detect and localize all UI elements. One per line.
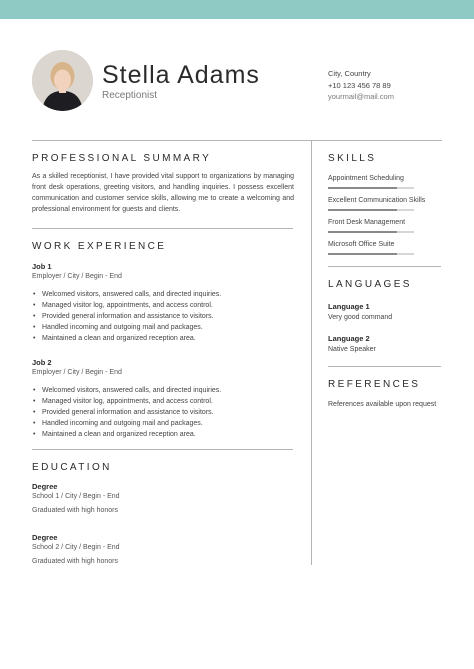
job-entry: [32, 262, 294, 344]
contact-location: City, Country: [328, 69, 371, 78]
skill-item: [328, 196, 442, 211]
job-meta: Employer / City / Begin - End: [32, 369, 122, 376]
skill-bar-fill: [328, 231, 397, 233]
bullet-item: • Managed visitor log, appointments, and access control.: [32, 396, 294, 407]
skill-bar-track: [328, 253, 414, 255]
bullet-item: • Managed visitor log, appointments, and access control.: [32, 300, 294, 311]
bullet-item: • Welcomed visitors, answered calls, and directed inquiries.: [32, 289, 294, 300]
bullet-item: • Welcomed visitors, answered calls, and directed inquiries.: [32, 385, 294, 396]
summary-divider: [32, 228, 293, 229]
bullet-item: • Handled incoming and outgoing mail and packages.: [32, 322, 294, 333]
header-divider: [32, 140, 442, 141]
skill-label: Microsoft Office Suite: [328, 241, 395, 248]
job-entry: [32, 358, 294, 440]
education-note: Graduated with high honors: [32, 507, 118, 514]
skill-label: Appointment Scheduling: [328, 175, 404, 182]
job-title: Job 2: [32, 358, 52, 367]
experience-divider: [32, 449, 293, 450]
skills-divider: [328, 266, 441, 267]
top-accent-band: [0, 0, 474, 19]
skill-bar-fill: [328, 253, 397, 255]
candidate-role: Receptionist: [102, 90, 158, 101]
contact-block: [328, 68, 394, 103]
job-meta: Employer / City / Begin - End: [32, 273, 122, 280]
job-bullets: [32, 289, 294, 344]
language-item: [328, 302, 392, 323]
bullet-item: • Provided general information and assistance to visitors.: [32, 311, 294, 322]
person-photo-icon: [32, 50, 93, 111]
contact-phone: +10 123 456 78 89: [328, 80, 391, 90]
job-title: Job 1: [32, 262, 52, 271]
skill-bar-fill: [328, 209, 397, 211]
experience-heading: WORK EXPERIENCE: [32, 241, 167, 252]
bullet-item: • Maintained a clean and organized reception area.: [32, 333, 294, 344]
language-level: Very good command: [328, 314, 393, 321]
degree-title: Degree: [32, 482, 58, 491]
skill-label: Front Desk Management: [328, 219, 406, 226]
language-item: [328, 334, 376, 355]
bullet-item: • Maintained a clean and organized reception area.: [32, 429, 294, 440]
education-entry: [32, 533, 294, 567]
skill-bar-track: [328, 231, 414, 233]
skills-heading: SKILLS: [328, 153, 377, 164]
language-name: Language 1: [328, 302, 370, 311]
column-divider: [311, 140, 312, 565]
language-name: Language 2: [328, 334, 370, 343]
languages-heading: LANGUAGES: [328, 279, 412, 290]
job-bullets: [32, 385, 294, 440]
skill-item: [328, 174, 442, 189]
summary-text: As a skilled receptionist, I have provided vital support to organizations by managing front desk operations, greeting visitors, and handling inquiries. I possess excellent communication and customer service skills, allowing me to create a welcoming and professional environment for guests and clients.: [32, 173, 294, 213]
candidate-name: Stella Adams: [102, 61, 260, 89]
degree-title: Degree: [32, 533, 58, 542]
skill-label: Excellent Communication Skills: [328, 197, 426, 204]
education-note: Graduated with high honors: [32, 558, 118, 565]
bullet-item: • Provided general information and assistance to visitors.: [32, 407, 294, 418]
references-text: References available upon request: [328, 401, 437, 408]
contact-email: yourmail@mail.com: [328, 92, 394, 101]
skill-bar-track: [328, 209, 414, 211]
skill-bar-fill: [328, 187, 397, 189]
school-meta: School 2 / City / Begin - End: [32, 544, 120, 551]
languages-divider: [328, 366, 441, 367]
summary-heading: PROFESSIONAL SUMMARY: [32, 153, 212, 164]
education-heading: EDUCATION: [32, 462, 112, 473]
skill-item: [328, 240, 442, 255]
education-entry: [32, 482, 294, 516]
school-meta: School 1 / City / Begin - End: [32, 493, 120, 500]
skill-bar-track: [328, 187, 414, 189]
language-level: Native Speaker: [328, 346, 376, 353]
references-heading: REFERENCES: [328, 379, 421, 390]
profile-photo: [32, 50, 93, 111]
skill-item: [328, 218, 442, 233]
bullet-item: • Handled incoming and outgoing mail and packages.: [32, 418, 294, 429]
